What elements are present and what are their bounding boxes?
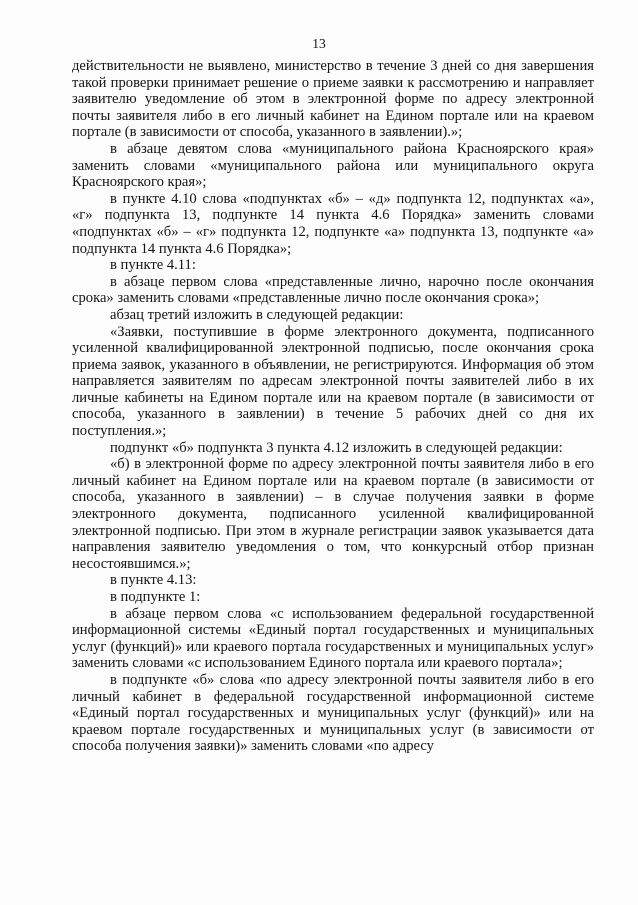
paragraph-4: в пункте 4.11: bbox=[110, 257, 196, 274]
paragraph-1: действительности не выявлено, министерство в течение 3 дней со дня завершения такой проверки принимает решение о приеме заявки к рассмотрению и направляет заявителю уведомление об этом в электронной форме по адресу электронной почты заявителя либо в его личный кабинет на Едином портале или на краевом портале (в зависимости от способа, указанного в заявлении).»; bbox=[72, 58, 594, 141]
paragraph-5: в абзаце первом слова «представленные лично, нарочно после окончания срока» заменить словами «представленные лично после окончания срока»; bbox=[72, 273, 594, 307]
paragraph-3: в пункте 4.10 слова «подпунктах «б» – «д» подпункта 12, подпунктах «а», «г» подпункта 13, подпункте 14 пункта 4.6 Порядка» заменить словами «подпунктах «б» – «г» подпункта 12, подпункте «а» подпункта 13, подпункте «а» подпункта 14 пункта 4.6 Порядка»; bbox=[72, 190, 594, 257]
paragraph-7: «Заявки, поступившие в форме электронного документа, подписанного усиленной квалифицированной электронной подписью, после окончания срока приема заявок, указанного в объявлении, не регистрируются. Информация об этом направляется заявителям по адресам электронной почты заявителей либо в их личные кабинеты на Едином портале или на краевом портале (в зависимости от способа, указанного в заявлении) в течение 5 рабочих дней со дня их поступления.»; bbox=[72, 323, 594, 440]
paragraph-8: подпункт «б» подпункта 3 пункта 4.12 изложить в следующей редакции: bbox=[110, 439, 563, 456]
page-number: 13 bbox=[312, 36, 326, 51]
paragraph-13: в подпункте «б» слова «по адресу электронной почты заявителя либо в его личный кабинет в федеральной государственной информационной системе «Единый портал государственных и муниципальных услуг (функций)» или на краевом портале государственных и муниципальных услуг (в зависимости от способа получения заявки)» заменить словами «по адресу bbox=[72, 671, 594, 755]
paragraph-9: «б) в электронной форме по адресу электронной почты заявителя либо в его личный кабинет на Едином портале или на краевом портале (в зависимости от способа, указанного в заявлении) – в случае получения заявки в форме электронного документа, подписанного усиленной квалифицированной электронной подписью. При этом в журнале регистрации заявок указывается дата направления заявителю уведомления о том, что конкурсный отбор признан несостоявшимся.»; bbox=[72, 456, 594, 572]
paragraph-2: в абзаце девятом слова «муниципального района Красноярского края» заменить словами «муниципального района или муниципального округа Красноярского края»; bbox=[72, 140, 594, 191]
paragraph-12: в абзаце первом слова «с использованием федеральной государственной информационной системы «Единый портал государственных и муниципальных услуг (функций)» или краевого портала государственных и муниципальных услуг» заменить словами «с использованием Единого портала или краевого портала»; bbox=[72, 605, 594, 672]
paragraph-6: абзац третий изложить в следующей редакции: bbox=[110, 306, 404, 323]
paragraph-10: в пункте 4.13: bbox=[110, 572, 197, 589]
document-body bbox=[72, 58, 594, 755]
paragraph-11: в подпункте 1: bbox=[110, 589, 201, 605]
